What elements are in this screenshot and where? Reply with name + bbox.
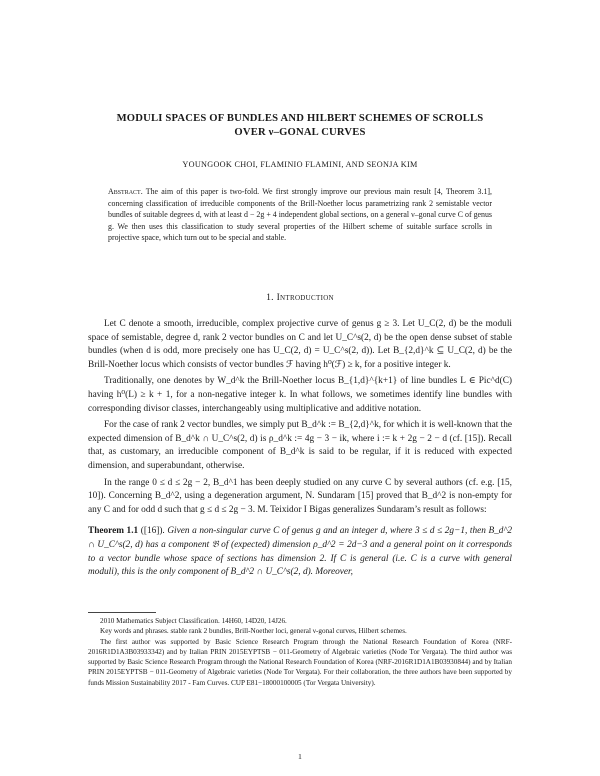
footnote-keywords: Key words and phrases. stable rank 2 bundles, Brill-Noether loci, general ν-gonal curves, Hilbert schemes. bbox=[100, 627, 407, 636]
abstract-text: The aim of this paper is two-fold. We first strongly improve our previous main result [4, Theorem 3.1], concerning classification of irreducible components of the Brill-Noether locus parametrizing rank 2 semistable vector bundles of suitable degrees d, with at least d − 2g + 4 independent global sections, on a general ν–gonal curve C of genus g. We then uses this classification to study several properties of the Hilbert scheme of suitable surface scrolls in projective space, which turn out to be special and stable. bbox=[108, 187, 492, 242]
theorem-statement: Given a non-singular curve C of genus g and an integer d, where 3 ≤ d ≤ 2g−1, then B_d^2 ∩ U_C^s(2, d) has a component 𝔅 of (expected) dimension ρ_d^2 = 2d−3 and a general point on it corresponds to a vector bundle whose space of sections has dimension 2. If C is general (i.e. C is a curve with general moduli), this is the only component of B_d^2 ∩ U_C^s(2, d). Moreover, bbox=[88, 526, 513, 578]
theorem-label: Theorem 1.1 bbox=[88, 526, 139, 537]
paragraph: For the case of rank 2 vector bundles, we simply put B_d^k := B_{2,d}^k, for which it is well-known that the expected dimension of B_d^k ∩ U_C^s(2, d) is ρ_d^k := 4g − 3 − ik, where i := k + 2g − 2 − d (cf. [15]). Recall that, as customary, an irreducible component of B_d^k is said to be regular, if it is reduced with expected dimension, and superabundant, otherwise. bbox=[88, 420, 512, 471]
abstract bbox=[108, 186, 492, 244]
abstract-label: Abstract. bbox=[108, 187, 143, 196]
footnote-funding: The first author was supported by Basic Science Research Program through the National Research Foundation of Korea (NRF-2016R1D1A3B03933342) and by Italian PRIN 2015EYPTSB − 011-Geometry of Algebraic varieties (Node Tor Vergata). The third author was supported by Basic Science Research Program through the National Research Foundation of Korea (NRF-2016R1D1A1B03930844) and by Italian PRIN 2015EYPTSB − 011-Geometry of Algebraic varieties (Node Tor Vergata). For their collaboration, the three authors have been supported by funds Mission Sustainability 2017 - Fam Curves. CUP E81−18000100005 (Tor Vergata University). bbox=[88, 637, 512, 687]
page-number: 1 bbox=[298, 752, 302, 761]
theorem-citation: ([16]). bbox=[140, 526, 165, 537]
section-heading bbox=[88, 292, 512, 303]
title-line-1: MODULI SPACES OF BUNDLES AND HILBERT SCHEMES OF SCROLLS bbox=[116, 113, 484, 124]
section-number: 1. bbox=[266, 292, 274, 303]
theorem bbox=[88, 525, 512, 579]
body-text bbox=[88, 318, 512, 583]
paragraph: Traditionally, one denotes by W_d^k the Brill-Noether locus B_{1,d}^{k+1} of line bundles L ∈ Pic^d(C) having h⁰(L) ≥ k + 1, for a non-negative integer k. In what follows, we sometimes identify line bundles with corresponding divisor classes, interchangeably using multiplicative and additive notation. bbox=[88, 376, 512, 414]
footnotes bbox=[88, 616, 512, 688]
title-line-2: OVER ν–GONAL CURVES bbox=[234, 127, 366, 138]
footnote-divider bbox=[88, 612, 156, 613]
paragraph: Let C denote a smooth, irreducible, complex projective curve of genus g ≥ 3. Let U_C(2, d) be the moduli space of semistable, degree d, rank 2 vector bundles on C and let U_C^s(2, d) be the open dense subset of stable bundles (when d is odd, more precisely one has U_C(2, d) = U_C^s(2, d)). Let B_{2,d}^k ⊆ U_C(2, d) be the Brill-Noether locus which consists of vector bundles ℱ having h⁰(ℱ) ≥ k, for a positive integer k. bbox=[88, 319, 512, 370]
paper-title bbox=[88, 112, 512, 140]
paragraph: In the range 0 ≤ d ≤ 2g − 2, B_d^1 has been deeply studied on any curve C by several authors (cf. e.g. [15, 10]). Concerning B_d^2, using a degeneration argument, N. Sundaram [15] proved that B_d^2 is non-empty for any C and for odd d such that g ≤ d ≤ 2g − 3. M. Teixidor I Bigas generalizes Sundaram’s result as follows: bbox=[88, 477, 512, 515]
author-list: YOUNGOOK CHOI, FLAMINIO FLAMINI, AND SEONJA KIM bbox=[182, 160, 418, 169]
footnote-classification: 2010 Mathematics Subject Classification. 14H60, 14D20, 14J26. bbox=[100, 617, 287, 625]
section-name: Introduction bbox=[276, 292, 334, 303]
